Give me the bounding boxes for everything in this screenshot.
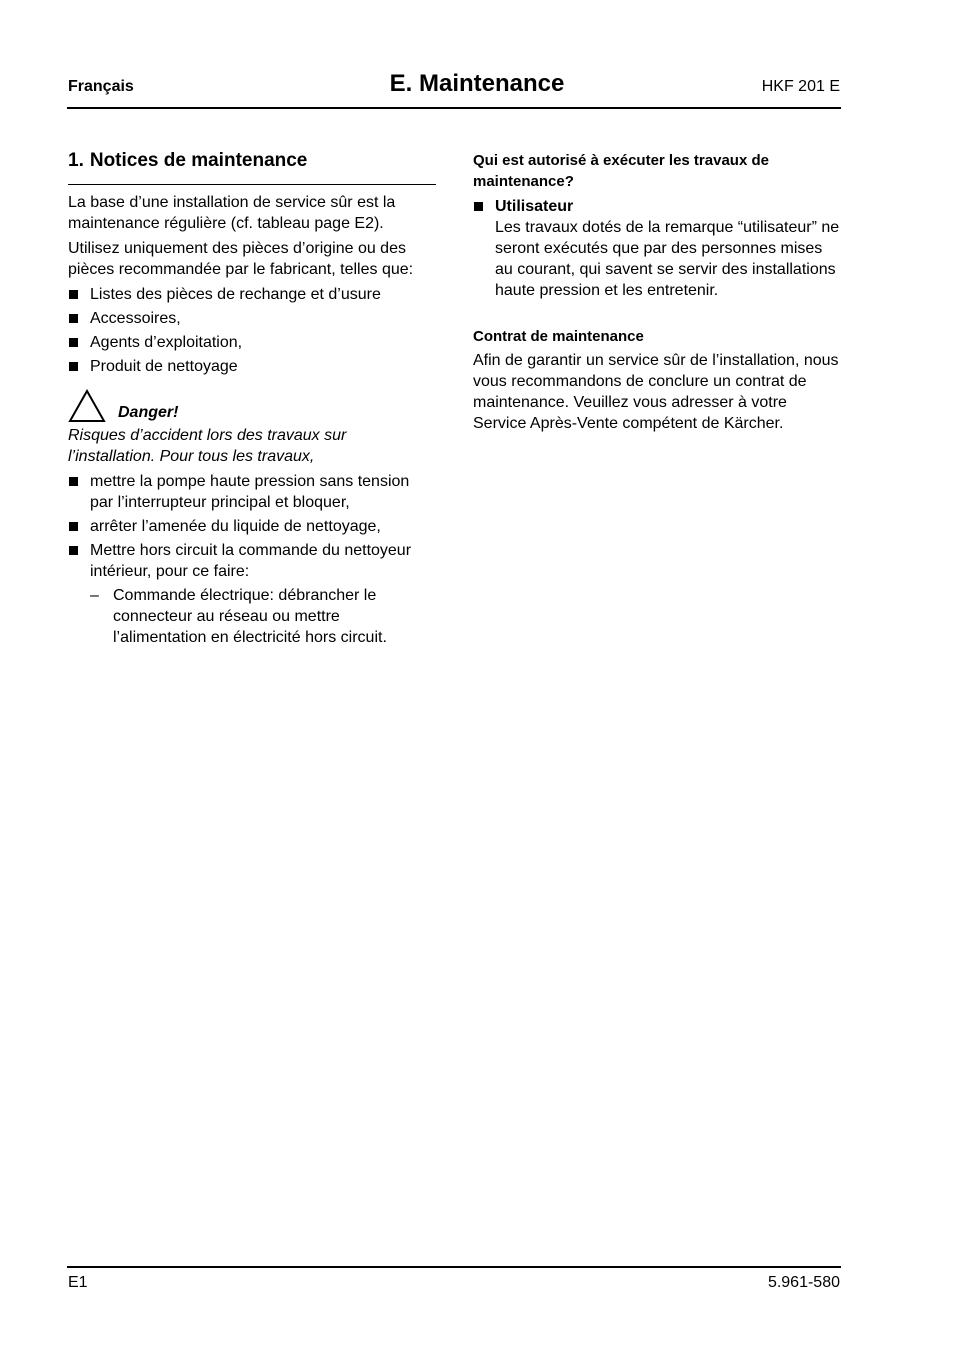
right-column <box>473 150 841 438</box>
danger-text: Risques d’accident lors des travaux sur l’installation. Pour tous les travaux, <box>68 427 347 465</box>
left-column <box>68 148 436 648</box>
list-item-text: Mettre hors circuit la commande du nettoyeur intérieur, pour ce faire: <box>90 542 412 580</box>
question-heading: Qui est autorisé à exécuter les travaux de maintenance? <box>473 152 769 190</box>
list-item: Listes des pièces de rechange et d’usure <box>68 284 436 305</box>
section-number: 1. <box>68 150 84 171</box>
contract-heading: Contrat de maintenance <box>473 328 644 345</box>
parts-list <box>68 284 436 377</box>
danger-list <box>68 471 436 582</box>
dash-marker: – <box>90 587 99 604</box>
danger-heading <box>68 389 436 423</box>
list-item <box>68 540 436 582</box>
section-title: Notices de maintenance <box>89 150 308 171</box>
danger-block <box>68 389 436 648</box>
footer-rule <box>67 1266 841 1268</box>
list-item: Agents d’exploitation, <box>68 332 436 353</box>
list-item: Produit de nettoyage <box>68 356 436 377</box>
danger-label: Danger! <box>118 404 179 421</box>
header-language: Français <box>68 78 134 95</box>
sub-list <box>68 585 436 648</box>
parts-paragraph: Utilisez uniquement des pièces d’origine ou des pièces recommandée par le fabricant, telles que: <box>68 240 414 278</box>
list-item: arrêter l’amenée du liquide de nettoyage, <box>68 516 436 537</box>
list-item: mettre la pompe haute pression sans tension par l’interrupteur principal et bloquer, <box>68 471 436 513</box>
list-item: Accessoires, <box>68 308 436 329</box>
intro-paragraph: La base d’une installation de service sûr est la maintenance régulière (cf. tableau page E2). <box>68 194 396 232</box>
sub-list-item <box>68 585 436 648</box>
sub-list-item-text: Commande électrique: débrancher le connecteur au réseau ou mettre l’alimentation en électricité hors circuit. <box>113 587 387 646</box>
header-rule <box>67 107 841 109</box>
list-item <box>473 196 841 301</box>
document-number: 5.961-580 <box>767 1274 840 1291</box>
header-model: HKF 201 E <box>761 78 840 95</box>
page-number: E1 <box>68 1274 88 1291</box>
section-heading <box>68 148 436 185</box>
contract-text: Afin de garantir un service sûr de l’installation, nous vous recommandons de conclure un contrat de maintenance. Veuillez vous adresser à votre Service Après-Vente compétent de Kärcher. <box>473 352 839 432</box>
warning-triangle-icon <box>68 389 106 423</box>
page-title: E. Maintenance <box>389 70 565 97</box>
role-title: Utilisateur <box>495 198 574 215</box>
role-text: Les travaux dotés de la remarque “utilisateur” ne seront exécutés que par des personnes mises au courant, qui savent se servir des installations haute pression et les entretenir. <box>495 219 840 299</box>
role-list <box>473 196 841 301</box>
